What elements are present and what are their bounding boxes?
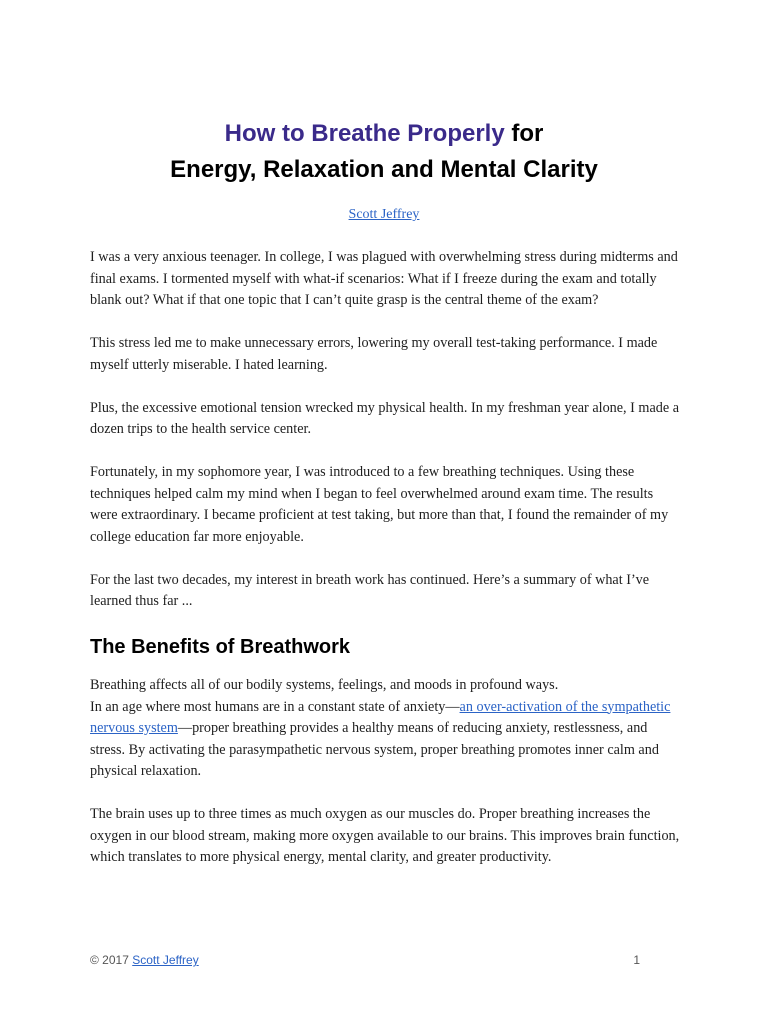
paragraph-2: This stress led me to make unnecessary errors, lowering my overall test-taking performance. I made myself utterly miserable. I hated learning. [90,335,658,373]
paragraph-5: For the last two decades, my interest in breath work has continued. Here’s a summary of what I’ve learned thus far ... [90,571,650,609]
paragraph-6 [90,675,684,783]
title-rest: for [504,120,544,147]
author-link[interactable]: Scott Jeffrey [348,207,420,222]
document-body [90,247,684,890]
paragraph-6-line1: Breathing affects all of our bodily systems, feelings, and moods in profound ways. [90,677,559,693]
paragraph-4: Fortunately, in my sophomore year, I was introduced to a few breathing techniques. Using these techniques helped calm my mind when I began to feel overwhelmed around exam time. The results were extraordinary. I became proficient at test taking, but more than that, I found the remainder of my college education far more enjoyable. [90,464,669,545]
paragraph-1: I was a very anxious teenager. In college, I was plagued with overwhelming stress during midterms and final exams. I tormented myself with what-if scenarios: What if I freeze during the exam and totally blank out? What if that one topic that I can’t quite grasp is the central theme of the exam? [90,249,678,308]
paragraph-3: Plus, the excessive emotional tension wrecked my physical health. In my freshman year alone, I made a dozen trips to the health service center. [90,399,679,437]
page-footer [90,952,640,968]
page-title [0,116,768,188]
title-line2: Energy, Relaxation and Mental Clarity [170,156,598,183]
paragraph-6-post: —proper breathing provides a healthy means of reducing anxiety, restlessness, and stress. By activating the parasympathetic nervous system, proper breathing promotes inner calm and physical relaxation. [90,720,659,779]
author-byline [0,205,768,225]
paragraph-6-pre: In an age where most humans are in a constant state of anxiety— [90,698,460,715]
sympathetic-nervous-system-link[interactable]: an over-activation of the sympathetic nervous system [90,698,671,736]
copyright-text: © 2017 [90,953,133,967]
title-accent: How to Breathe Properly [224,120,505,147]
section-heading-benefits: The Benefits of Breathwork [90,636,351,658]
paragraph-7: The brain uses up to three times as much oxygen as our muscles do. Proper breathing increases the oxygen in our blood stream, making more oxygen available to our brains. This improves brain function, which translates to more physical energy, mental clarity, and greater productivity. [90,806,680,865]
footer-author-link[interactable]: Scott Jeffrey [132,953,199,967]
page-number: 1 [633,953,640,967]
